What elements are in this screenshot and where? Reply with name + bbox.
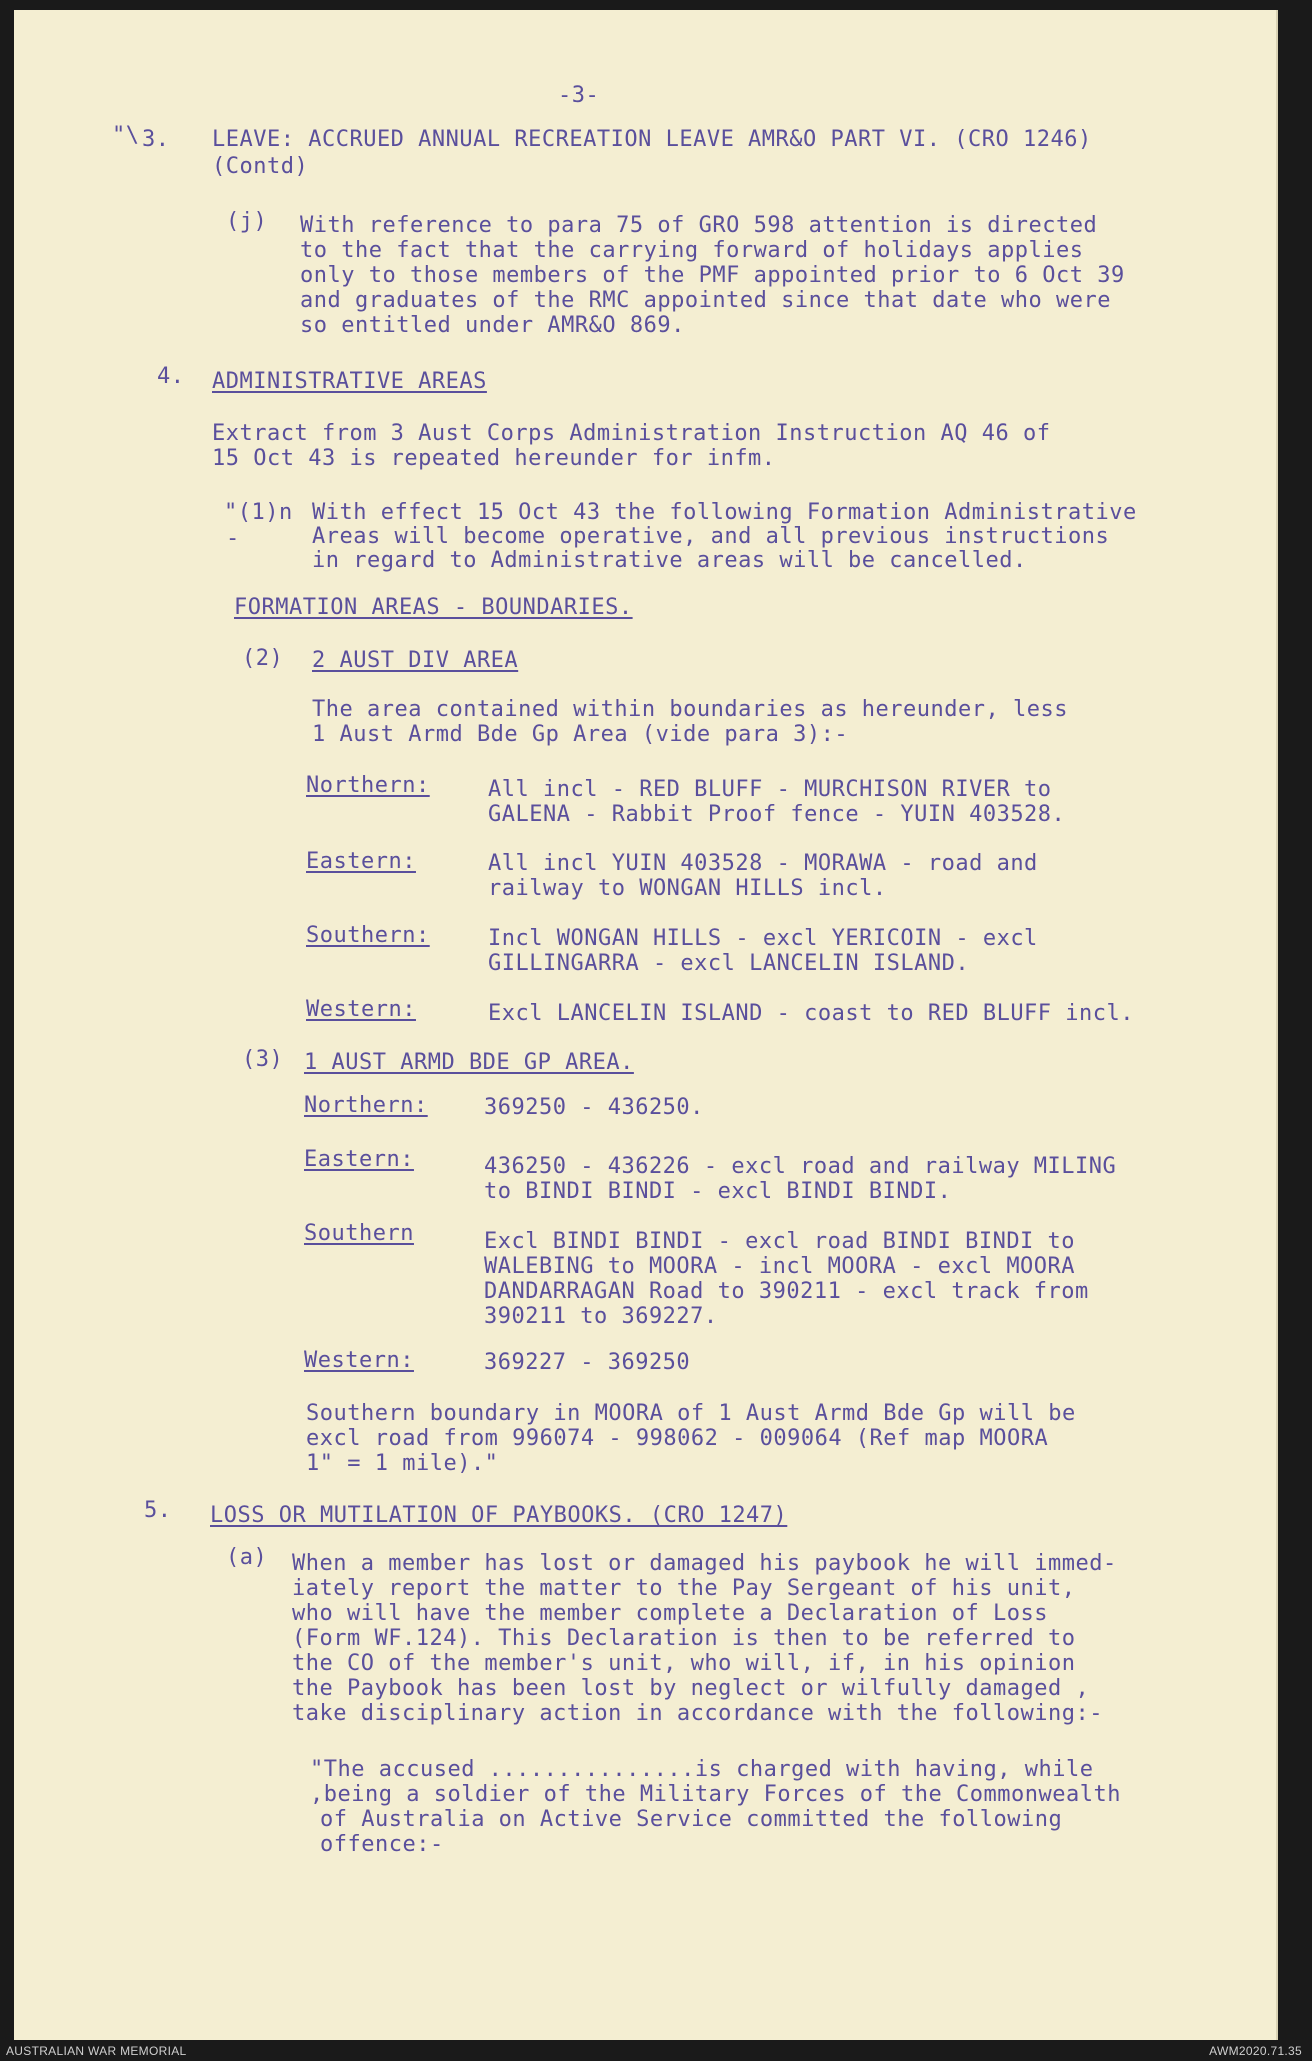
section-3-para-line: and graduates of the RMC appointed since that date who were — [300, 288, 1111, 313]
bde-southern-label: Southern — [304, 1221, 414, 1246]
charge-line: of Australia on Active Service committed the following — [320, 1807, 1063, 1832]
div-southern-line: GILLINGARRA - excl LANCELIN ISLAND. — [488, 951, 970, 976]
div-northern-line: All incl - RED BLUFF - MURCHISON RIVER to — [488, 777, 1052, 802]
div-northern-line: GALENA - Rabbit Proof fence - YUIN 403528. — [488, 802, 1066, 827]
page-number: -3- — [558, 83, 600, 108]
bde-southern-line: WALEBING to MOORA - incl MOORA - excl MOORA — [484, 1254, 1076, 1279]
para-1-line: Areas will become operative, and all previous instructions — [312, 524, 1110, 549]
charge-line: offence:- — [320, 1832, 444, 1857]
para-a-line: take disciplinary action in accordance with the following:- — [292, 1701, 1103, 1726]
div-eastern-line: All incl YUIN 403528 - MORAWA - road and — [488, 851, 1038, 876]
para-a-line: the Paybook has been lost by neglect or wilfully damaged , — [292, 1676, 1090, 1701]
para-2-label: (2) — [242, 646, 284, 671]
bde-western-label: Western: — [304, 1348, 414, 1373]
para-2-title: 2 AUST DIV AREA — [312, 648, 519, 673]
div-southern-label: Southern: — [306, 923, 430, 948]
bde-northern-label: Northern: — [304, 1093, 428, 1118]
bde-southern-line: 390211 to 369227. — [484, 1304, 718, 1329]
margin-mark: "\ — [112, 123, 140, 148]
div-eastern-label: Eastern: — [306, 849, 416, 874]
section-3-para-label: (j) — [226, 209, 268, 234]
section-3-para-line: only to those members of the PMF appointed prior to 6 Oct 39 — [300, 263, 1125, 288]
charge-line: "The accused ...............is charged with having, while — [310, 1757, 1094, 1782]
div-eastern-line: railway to WONGAN HILLS incl. — [488, 876, 887, 901]
closing-line: Southern boundary in MOORA of 1 Aust Armd Bde Gp will be — [306, 1401, 1076, 1426]
closing-line: 1" = 1 mile)." — [306, 1451, 499, 1476]
div-northern-label: Northern: — [306, 773, 430, 798]
section-5-number: 5. — [144, 1498, 172, 1523]
section-3-para-line: to the fact that the carrying forward of holidays applies — [300, 238, 1084, 263]
section-5-title: LOSS OR MUTILATION OF PAYBOOKS. (CRO 1247) — [210, 1503, 788, 1528]
para-a-line: (Form WF.124). This Declaration is then to be referred to — [292, 1626, 1076, 1651]
charge-line: ,being a soldier of the Military Forces of the Commonwealth — [310, 1782, 1121, 1807]
para-3-title: 1 AUST ARMD BDE GP AREA. — [304, 1050, 634, 1075]
bde-western-line: 369227 - 369250 — [484, 1350, 691, 1375]
section-3-title-contd: (Contd) — [212, 154, 309, 179]
section-4-intro-line: 15 Oct 43 is repeated hereunder for infm. — [212, 446, 776, 471]
para-2-intro-line: The area contained within boundaries as hereunder, less — [312, 697, 1068, 722]
closing-line: excl road from 996074 - 998062 - 009064 (Ref map MOORA — [306, 1426, 1049, 1451]
section-3-number: 3. — [142, 127, 170, 152]
bde-northern-line: 369250 - 436250. — [484, 1095, 704, 1120]
para-3-label: (3) — [242, 1047, 284, 1072]
para-1-label: "(1)n — [224, 500, 293, 525]
bde-eastern-line: 436250 - 436226 - excl road and railway MILING — [484, 1154, 1117, 1179]
bde-eastern-label: Eastern: — [304, 1147, 414, 1172]
para-1-line: in regard to Administrative areas will be cancelled. — [312, 548, 1027, 573]
para-a-line: When a member has lost or damaged his paybook he will immed- — [292, 1551, 1117, 1576]
div-western-line: Excl LANCELIN ISLAND - coast to RED BLUFF incl. — [488, 1001, 1135, 1026]
bde-southern-line: Excl BINDI BINDI - excl road BINDI BINDI to — [484, 1229, 1076, 1254]
section-3-para-line: With reference to para 75 of GRO 598 attention is directed — [300, 213, 1098, 238]
section-4-intro-line: Extract from 3 Aust Corps Administration Instruction AQ 46 of — [212, 421, 1051, 446]
footer-source: AUSTRALIAN WAR MEMORIAL — [6, 2044, 187, 2058]
section-3-title: LEAVE: ACCRUED ANNUAL RECREATION LEAVE AMR&O PART VI. (CRO 1246) — [212, 127, 1092, 152]
section-4-title: ADMINISTRATIVE AREAS — [212, 369, 487, 394]
para-1-line: With effect 15 Oct 43 the following Formation Administrative — [312, 500, 1137, 525]
para-a-line: the CO of the member's unit, who will, if, in his opinion — [292, 1651, 1076, 1676]
div-southern-line: Incl WONGAN HILLS - excl YERICOIN - excl — [488, 926, 1038, 951]
bde-eastern-line: to BINDI BINDI - excl BINDI BINDI. — [484, 1179, 952, 1204]
para-a-line: iately report the matter to the Pay Sergeant of his unit, — [292, 1576, 1076, 1601]
footer-accession-number: AWM2020.71.35 — [1209, 2044, 1302, 2058]
formation-areas-heading: FORMATION AREAS - BOUNDARIES. — [234, 595, 633, 620]
para-a-line: who will have the member complete a Declaration of Loss — [292, 1601, 1048, 1626]
section-4-number: 4. — [157, 364, 185, 389]
section-3-para-line: so entitled under AMR&O 869. — [300, 313, 685, 338]
stray-mark: - — [226, 526, 240, 551]
para-a-label: (a) — [226, 1545, 268, 1570]
div-western-label: Western: — [306, 997, 416, 1022]
para-2-intro-line: 1 Aust Armd Bde Gp Area (vide para 3):- — [312, 722, 849, 747]
document-page — [14, 10, 1278, 2040]
bde-southern-line: DANDARRAGAN Road to 390211 - excl track from — [484, 1279, 1089, 1304]
